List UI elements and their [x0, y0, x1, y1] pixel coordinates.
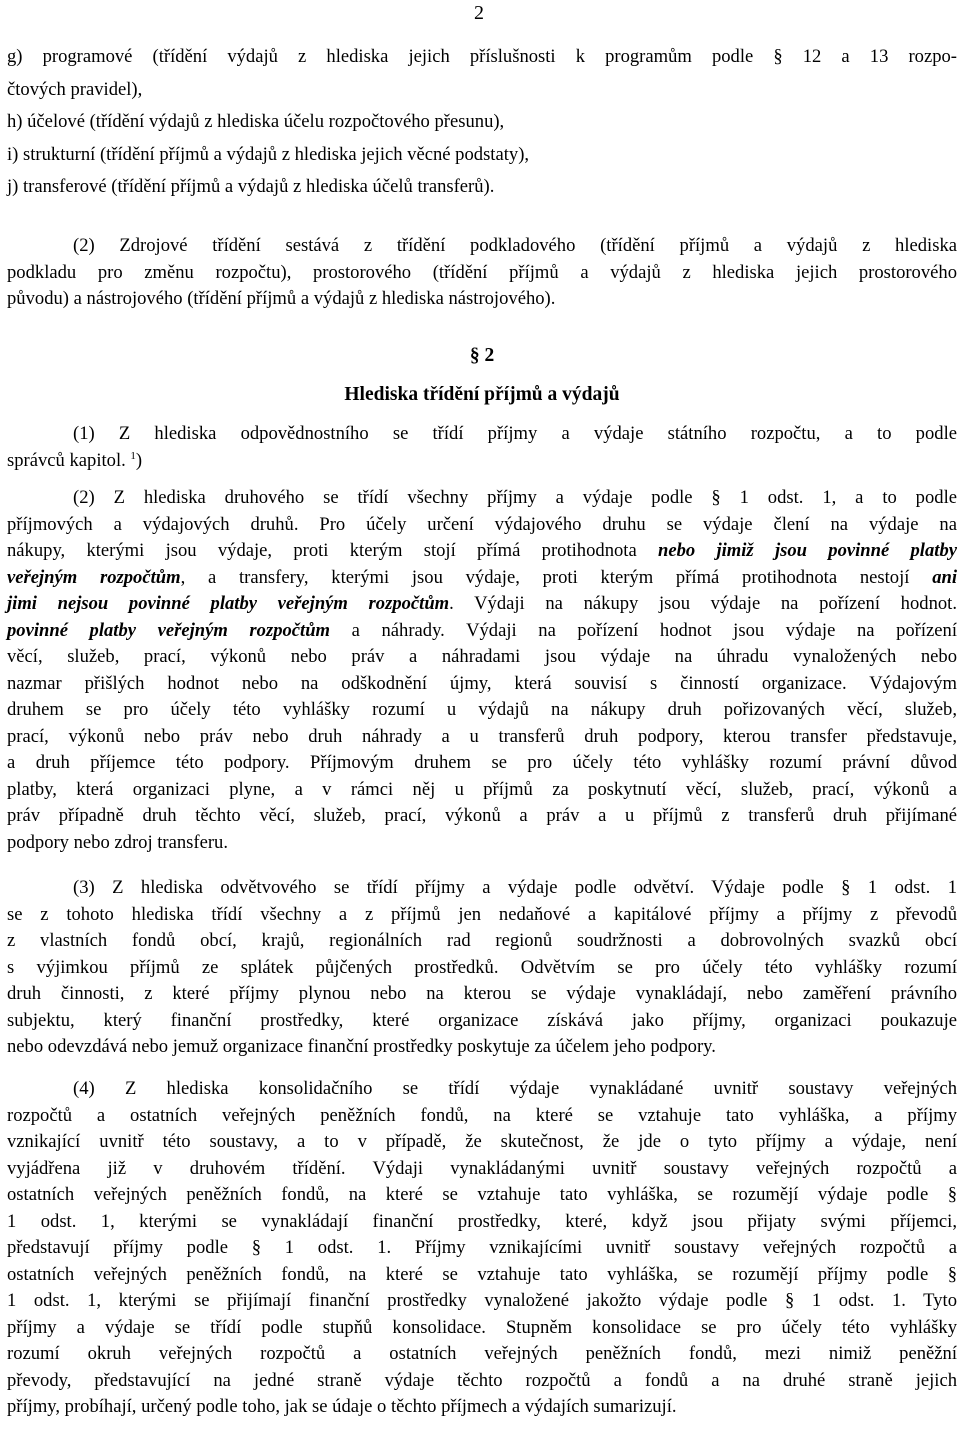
- paragraph-line: vznikající uvnitř této soustavy, a to v případě, že skutečnost, že jde o tyto příjmy a výdaje, není: [7, 1131, 957, 1152]
- paragraph-line: s výjimkou příjmů ze splátek půjčených prostředků. Odvětvím se pro účely této vyhlášky rozumí: [7, 956, 957, 978]
- list-item-j: j) transferové (třídění příjmů a výdajů z hlediska účelů transferů).: [7, 176, 495, 197]
- paragraph-line: vyjádřena již v druhovém třídění. Výdaji vynakládanými uvnitř soustavy veřejných rozpočtů a: [7, 1157, 957, 1179]
- list-item-h: h) účelové (třídění výdajů z hlediska účelu rozpočtového přesunu),: [7, 111, 505, 132]
- paragraph-line: subjektu, který finanční prostředky, které organizace získává jako příjmy, organizaci poukazuje: [7, 1009, 957, 1031]
- paragraph-line: prací, výkonů nebo práv nebo druh náhrady a u transferů druh podpory, kterou transfer představuje,: [7, 725, 957, 747]
- footnote-ref[interactable]: 1: [130, 449, 136, 462]
- paragraph-line: z vlastních fondů obcí, krajů, regionálních rad regionů soudržnosti a dobrovolných svazků obcí: [7, 930, 957, 951]
- paragraph-line: se z tohoto hlediska třídí všechny a z příjmů jen nedaňové a kapitálové příjmy a příjmy z převodů: [7, 903, 957, 925]
- paragraph-line: 1 odst. 1, kterými se přijímají finanční prostředky vynaložené jakožto výdaje podle § 1 odst. 1. Tyto: [7, 1290, 957, 1311]
- paragraph-line: ostatních veřejných peněžních fondů, na které se vztahuje tato vyhláška, se rozumějí výdaje podle §: [7, 1184, 957, 1205]
- paragraph-line: (1) Z hlediska odpovědnostního se třídí příjmy a výdaje státního rozpočtu, a to podle: [73, 423, 957, 444]
- paragraph-line: původu) a nástrojového (třídění příjmů a výdajů z hlediska nástrojového).: [7, 288, 556, 309]
- inserted-text: jimi nejsou povinné platby veřejným rozpočtům: [7, 593, 450, 614]
- paragraph-line: druhem se pro účely této vyhlášky rozumí u výdajů na nákupy druh pořizovaných věcí, služeb,: [7, 699, 957, 720]
- paragraph-line: podkladu pro změnu rozpočtu), prostorového (třídění příjmů a výdajů z hlediska jejich prostorového: [7, 261, 957, 283]
- paragraph-line: 1 odst. 1, kterými se vynakládají finanční prostředky, které, když jsou přijaty svými příjemci,: [7, 1210, 957, 1232]
- page-number: 2: [474, 2, 484, 24]
- paragraph-line: příjmy, probíhají, určený podle toho, jak se údaje o těchto příjmech a výdajích sumarizují.: [7, 1396, 677, 1417]
- section-number: § 2: [469, 345, 495, 366]
- list-item-i: i) strukturní (třídění příjmů a výdajů z hlediska jejich věcné podstaty),: [7, 143, 530, 165]
- paragraph-line: jimi nejsou povinné platby veřejným rozpočtům. Výdaji na nákupy jsou výdaje na pořízení hodnot.: [7, 593, 957, 614]
- paragraph-line: (3) Z hlediska odvětvového se třídí příjmy a výdaje podle odvětví. Výdaje podle § 1 odst. 1: [73, 877, 957, 898]
- paragraph-3: [7, 875, 957, 1061]
- paragraph-2: [7, 485, 957, 856]
- paragraph-line: podpory nebo zdroj transferu.: [7, 831, 228, 853]
- paragraph-line: představují příjmy podle § 1 odst. 1. Příjmy vznikajícími uvnitř soustavy veřejných rozpočtů a: [7, 1237, 957, 1258]
- paragraph-line: povinné platby veřejným rozpočtům a náhrady. Výdaji na pořízení hodnot jsou výdaje na pořízení: [7, 619, 958, 641]
- paragraph-line: správců kapitol. $^1$): [7, 449, 143, 471]
- paragraph-line: nazmar přišlých hodnot nebo na odškodnění újmy, která souvisí s činností organizace. Výdajovým: [7, 672, 957, 694]
- paragraph-line: nákupy, kterými jsou výdaje, proti kterým stojí přímá protihodnota nebo jimiž jsou povinné platby: [7, 540, 957, 561]
- list-item-g-line-2: čtových pravidel),: [7, 78, 143, 100]
- paragraph-line: věcí, služeb, prací, výkonů nebo práv a náhradami jsou výdaje na úhradu vynaložených nebo: [7, 646, 957, 667]
- paragraph-line: a druh příjemce této podpory. Příjmovým druhem se pro účely této vyhlášky rozumí právní důvod: [7, 752, 957, 773]
- inserted-text: veřejným rozpočtům: [7, 566, 181, 588]
- paragraph-line: (2) Z hlediska druhového se třídí všechny příjmy a výdaje podle § 1 odst. 1, a to podle: [73, 487, 957, 508]
- paragraph-line: rozumí okruh veřejných rozpočtů a ostatních veřejných peněžních fondů, mezi nimiž peněžní: [7, 1343, 957, 1364]
- paragraph-line: ostatních veřejných peněžních fondů, na které se vztahuje tato vyhláška, se rozumějí příjmy podle §: [7, 1263, 957, 1285]
- inserted-text: nebo jimiž jsou povinné platby: [658, 540, 957, 561]
- paragraph-line: příjmy a výdaje se třídí podle stupňů konsolidace. Stupněm konsolidace se pro účely této vyhlášky: [7, 1316, 957, 1338]
- paragraph-4: [7, 1076, 957, 1421]
- paragraph-line: (2) Zdrojové třídění sestává z třídění podkladového (třídění příjmů a výdajů z hlediska: [73, 235, 957, 256]
- paragraph-line: platby, která organizaci plyne, a v rámci něj u příjmů za poskytnutí věcí, služeb, prací, výkonů a: [7, 778, 957, 800]
- section-title: Hlediska třídění příjmů a výdajů: [344, 384, 620, 405]
- paragraph-source-classification: [7, 233, 957, 313]
- paragraph-1: [7, 421, 957, 474]
- paragraph-line: práv případně druh těchto věcí, služeb, prací, výkonů a práv a u příjmů z transferů druh přijímané: [7, 805, 957, 826]
- classification-list: [7, 44, 957, 201]
- paragraph-line: příjmových a výdajových druhů. Pro účely určení výdajového druhu se výdaje člení na výdaje na: [7, 513, 957, 535]
- inserted-text: ani: [932, 566, 957, 588]
- paragraph-line: druh činnosti, z které příjmy plynou nebo na kterou se výdaje vynakládají, nebo zaměření právního: [7, 983, 957, 1004]
- paragraph-line: nebo odevzdává nebo jemuž organizace finanční prostředky poskytuje za účelem jeho podpory.: [7, 1036, 716, 1057]
- paragraph-line: veřejným rozpočtům, a transfery, kterými jsou výdaje, proti kterým přímá protihodnota nestojí ani: [7, 566, 957, 588]
- paragraph-line: (4) Z hlediska konsolidačního se třídí výdaje vynakládané uvnitř soustavy veřejných: [73, 1078, 957, 1099]
- paragraph-line: převody, představující na jedné straně výdaje těchto rozpočtů a fondů a na druhé straně jejich: [7, 1369, 957, 1391]
- inserted-text: povinné platby veřejným rozpočtům: [7, 619, 331, 641]
- paragraph-line: rozpočtů a ostatních veřejných peněžních fondů, na které se vztahuje tato vyhláška, a příjmy: [7, 1104, 957, 1126]
- list-item-g-line-1: g) programové (třídění výdajů z hlediska jejich příslušnosti k programům podle § 12 a 13 rozpo-: [7, 46, 957, 67]
